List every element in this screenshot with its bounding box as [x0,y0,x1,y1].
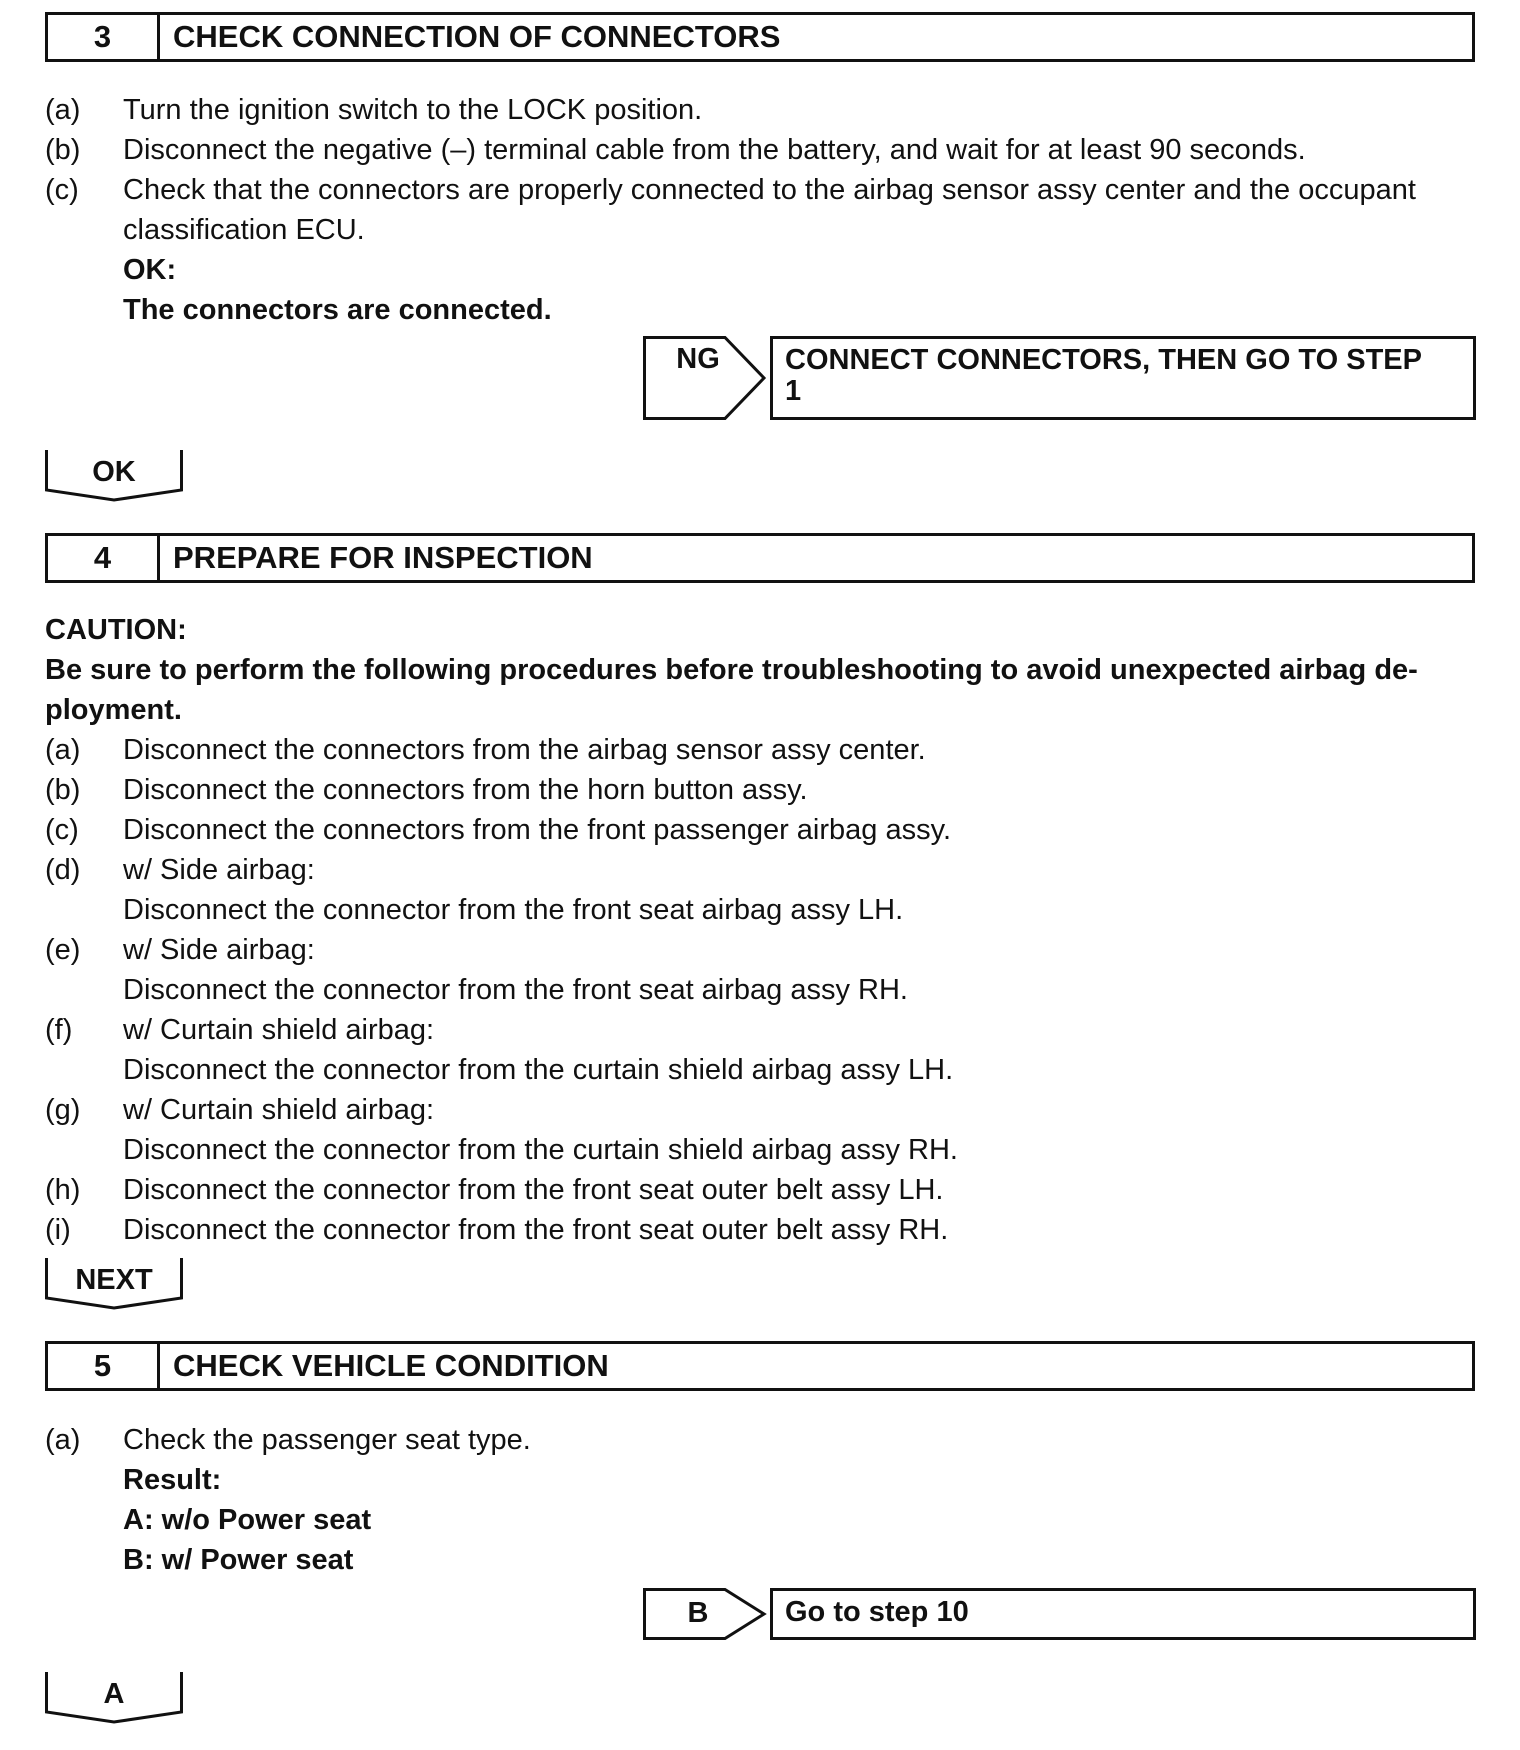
step-number: 3 [48,15,160,59]
item-label: (a) [45,734,81,766]
step-number: 4 [48,536,160,580]
item-label: (d) [45,854,81,886]
b-result-text: Go to step 10 [785,1596,969,1628]
step-3-header [45,12,1475,62]
item-text: Disconnect the connector from the front seat outer belt assy RH. [123,1214,949,1246]
ok-text: The connectors are connected. [123,294,552,326]
caution-text: Be sure to perform the following procedures before troubleshooting to avoid unexpected airbag de- [45,654,1418,686]
item-text: Check the passenger seat type. [123,1424,531,1456]
b-result-box [770,1588,1476,1640]
item-text-continued: Disconnect the connector from the front seat airbag assy RH. [123,974,908,1006]
result-a: A: w/o Power seat [123,1504,372,1536]
item-text: Disconnect the connector from the front seat outer belt assy LH. [123,1174,944,1206]
item-label: (b) [45,134,81,166]
result-label: Result: [123,1464,222,1496]
flow-tab-next [45,1258,183,1310]
item-text: w/ Side airbag: [123,934,315,966]
item-label: (b) [45,774,81,806]
item-text: Disconnect the connectors from the horn button assy. [123,774,808,806]
step-title: PREPARE FOR INSPECTION [173,540,593,575]
item-text: w/ Curtain shield airbag: [123,1014,435,1046]
caution-text-continued: ployment. [45,694,182,726]
item-text: Turn the ignition switch to the LOCK position. [123,94,703,126]
ng-tag-label: NG [676,343,720,375]
step-4-header [45,533,1475,583]
ng-result-line2: 1 [785,375,802,407]
caution-label: CAUTION: [45,614,187,646]
item-label: (a) [45,1424,81,1456]
item-text: w/ Curtain shield airbag: [123,1094,435,1126]
step-title: CHECK CONNECTION OF CONNECTORS [173,19,781,54]
ng-branch-tag [643,336,768,420]
item-label: (c) [45,174,79,206]
flow-tab-ok [45,450,183,502]
item-text: Disconnect the connectors from the airbag sensor assy center. [123,734,926,766]
step-title: CHECK VEHICLE CONDITION [173,1348,609,1383]
flow-tab-a [45,1672,183,1724]
ng-result-line1: CONNECT CONNECTORS, THEN GO TO STEP [785,344,1422,376]
item-text: Disconnect the connectors from the front passenger airbag assy. [123,814,952,846]
flow-tab-label: A [103,1678,125,1710]
flow-tab-label: NEXT [75,1264,153,1296]
item-text-continued: classification ECU. [123,214,365,246]
ok-label: OK: [123,254,177,286]
item-text: Check that the connectors are properly connected to the airbag sensor assy center and the occupant [123,174,1416,206]
item-text-continued: Disconnect the connector from the front seat airbag assy LH. [123,894,904,926]
step-number: 5 [48,1344,160,1388]
b-tag-label: B [687,1597,709,1629]
item-label: (a) [45,94,81,126]
ng-result-box [770,336,1476,420]
item-label: (h) [45,1174,81,1206]
item-text-continued: Disconnect the connector from the curtain shield airbag assy LH. [123,1054,954,1086]
flow-tab-label: OK [92,456,136,488]
item-label: (g) [45,1094,81,1126]
b-branch-tag [643,1588,768,1640]
result-b: B: w/ Power seat [123,1544,354,1576]
item-text-continued: Disconnect the connector from the curtain shield airbag assy RH. [123,1134,958,1166]
item-label: (f) [45,1014,73,1046]
item-text: w/ Side airbag: [123,854,315,886]
item-label: (i) [45,1214,71,1246]
item-text: Disconnect the negative (–) terminal cable from the battery, and wait for at least 90 seconds. [123,134,1306,166]
item-label: (e) [45,934,81,966]
step-5-header [45,1341,1475,1391]
item-label: (c) [45,814,79,846]
